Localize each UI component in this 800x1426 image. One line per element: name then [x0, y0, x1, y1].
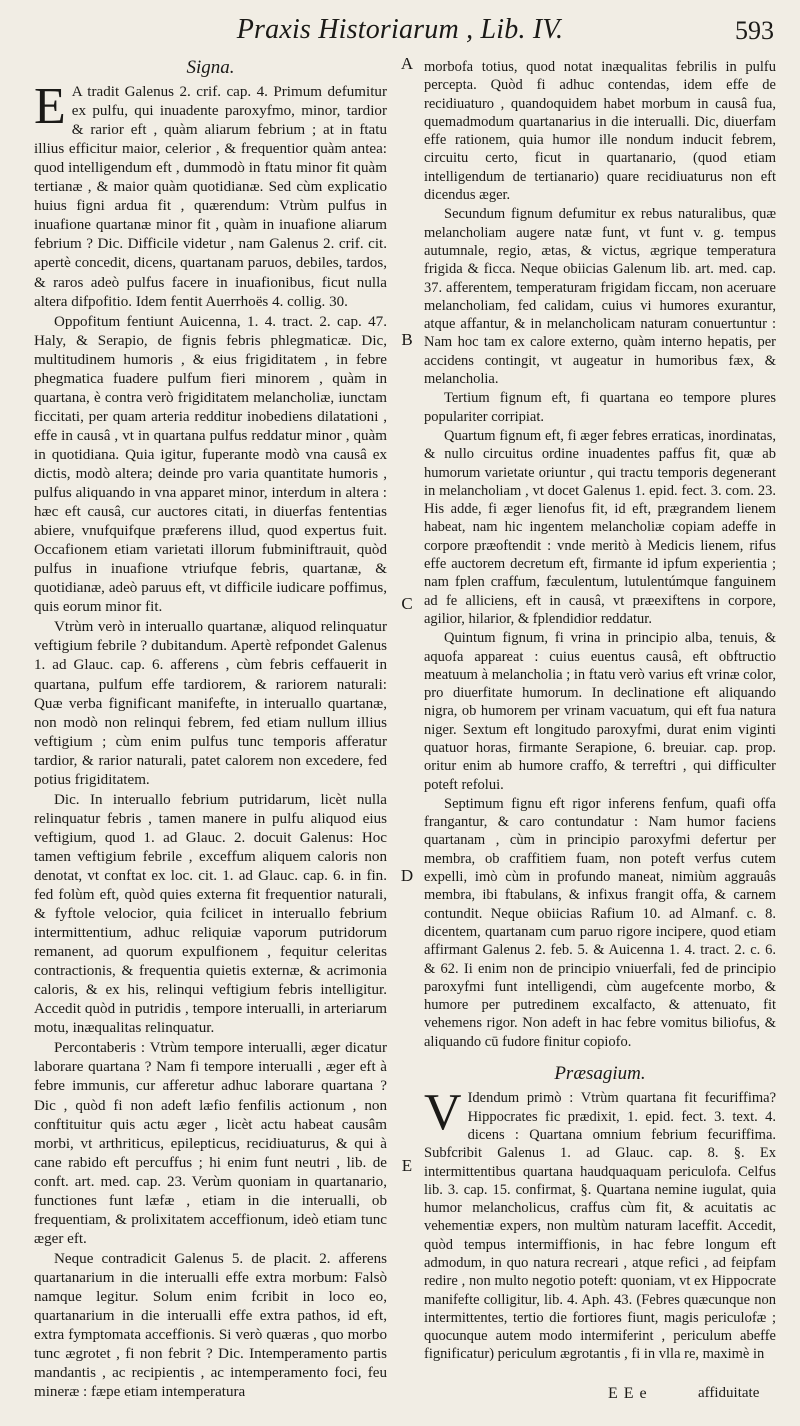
right-paragraph-6: Septimum fignu eft rigor inferens fenfum, quafi offa frangantur, & caro contundatur : Nam humor faciens quartanam , cùm in principio paroxyfmi defertur per membra, ob craffitiem fuam, non poteft verfus cutem expelli, imò cùm in profundo maneat, nimiùm aggrauâs membra, ibi ftabulans, & infixus frangit offa, & carnem contundit. Neque obiicias Rafium 10. ad Almanf. c. 8. dicentem, quartanam cum paruo rigore incipere, quod etiam affirmant Galenus 2. feb. 5. & Auicenna 1. 4. tract. 2. c. 6. & 62. Ii enim non de principio vniuerfali, fed de principio paroxyfmi funt intelligendi, cùm augefcente morbo, & humore per putredinem excalfacto, & attenuato, fit vehemens rigor. Non adeft in hac febre vomitus biliofus, & aliquando cū fudore finitur copiofo.	[424, 795, 776, 1050]
right-column	[424, 58, 776, 1408]
running-head: Praxis Historiarum , Lib. IV.	[236, 14, 564, 45]
drop-cap-e: E	[34, 78, 66, 136]
margin-letter-e: E	[401, 1156, 413, 1175]
section-heading-signa: Signa.	[186, 57, 235, 78]
margin-letter-d: D	[400, 866, 414, 885]
left-paragraph-2: Oppofitum fentiunt Auicenna, 1. 4. tract. 2. cap. 47. Haly, & Serapio, de fignis febris phlegmaticæ. Dic, multitudinem humoris , & eius frigiditatem , in febre phegmatica fuadere pulfum fieri minorem , quàm in quartana, è contra verò frigiditatem melancholiæ, iunctam ficcitati, per quam arteria redditur inobediens dilatationi , effe in causâ , vt in quartana pulfus reddatur minor , quàm in quotidiana. Quia igitur, fuperante modò vna causâ ex dictis, modò altera; deinde pro varia quantitate humoris , pulfus aliquando in vna apparet minor, interdum in altera : hæc eft causâ, cur auctores citati, in diuerfas fententias abiere, vnufquifque præferens illud, quod expertus fuit. Occafionem etiam varietati illorum fubminiftrauit, quòd pulfus in inuafione vtriufque febris, quartanæ, & quotidianæ, adeò paruus eft, vt difficile iudicare poffimus, quis eorum minor fit.	[34, 313, 387, 616]
left-paragraph-4: Dic. In interuallo febrium putridarum, licèt nulla relinquatur febris , tamen manere in pulfu aliquod eius veftigium, quod 1. ad Glauc. 2. docuit Galenus: Hoc tamen veftigium febrile , exceffum aliquem caloris non denotat, vt conftat ex loc. cit. 1. ad Glauc. cap. 6. in fin. fed folùm eft, quòd quies externa fit frequentior naturali, & fyftole velocior, quia fcilicet in interuallo febrium intermittentium, adhuc reliquiæ vaporum putridorum remanent, ad quorum expulfionem , fequitur celeritas contractionis, & frequentia quietis externæ, & acrimonia caloris, & ex his, relinqui veftigium febris intelligitur. Accedit quòd in putridis , tempore interualli, in arteriarum motu, inæqualitas relinquatur.	[34, 791, 387, 1037]
right-paragraph-7	[424, 1084, 776, 1363]
section-heading-praesagium: Præsagium.	[554, 1063, 646, 1085]
left-paragraph-5: Percontaberis : Vtrùm tempore interualli, æger dicatur laborare quartana ? Nam fi tempore interualli , æger eft à febre immunis, cur afferetur adhuc laborare quartana ? Dic , quòd fi non adeft læfio fenfilis actionum , non conftituitur quis actu æger , licèt actu habeat causâm morbi, vt arthriticus, epilepticus, recidiuaturus, & qui à cane rabido eft percuffus ; hi enim funt neutri , lib. de conft. art. med. cap. 23. Verùm quoniam in quartanario, functiones funt læfæ , etiam in die interualli, ob frequentiam, & prolixitatem acceffionum, ideò etiam tunc æger eft.	[34, 1040, 387, 1247]
left-paragraph-3: Vtrùm verò in interuallo quartanæ, aliquod relinquatur veftigium febrile ? dubitandum. Apertè refpondet Galenus 1. ad Glauc. cap. 6. afferens , cùm febris ceffauerit in quartana, pulfum effe tardiorem, & rariorem naturali: Quæ verba fignificant manifefte, in interuallo quartanæ, non modò non relinqui febrem, fed etiam nullum illius veftigium ; cùm enim pulfus tunc temporis afferatur tardior, & rarior naturali, patet calorem non excedere, fed potius frigiditatem.	[34, 619, 387, 788]
margin-letter-c: C	[401, 594, 413, 613]
left-paragraph-1	[34, 78, 387, 312]
left-column	[34, 58, 387, 1408]
margin-letters	[396, 0, 418, 1426]
right-paragraph-1: morbofa totius, quod notat inæqualitas febrilis in pulfu percepta. Quòd fi adhuc contendas, idem effe de recidiuaturo , quandoquidem habet morbum in causâ fua, quemadmodum quartanarius in die interualli. Dic, diuerfam effe rationem, quia humor ille nondum inducit febrem, circuitu certo, ficut in quartanario, (quod etiam intelligendum de tertianario) quare recidiuaturus non eft dicendus æger.	[424, 59, 776, 204]
page-number: 593	[735, 16, 774, 45]
right-paragraph-3: Tertium fignum eft, fi quartana eo tempore plures populariter corripiat.	[424, 390, 776, 425]
margin-letter-a: A	[400, 54, 414, 73]
right-paragraph-4: Quartum fignum eft, fi æger febres erraticas, inordinatas, & nullo circuitus ordine inuadentes paffus fit, quæ ab humorum varietate oriuntur , qui tractu temporis degenerant in melancholiam , vt docet Galenus 1. epid. fect. 3. com. 23. His adde, fi æger lienofus fit, id eft, prægrandem lienem habeat, nam hic ingentem melancholiæ copiam adeffe in corpore præoftendit : vnde meritò à Medicis lienem, rifus effe auctorem decretum eft, firmante id ipfum experientia ; nam fplen craffum, fæculentum, lutulentúmque fanguinem ad fe alliciens, eft in causâ, vt præexiftens in corpore, agilior, hilarior, & fplendidior reddatur.	[424, 427, 776, 627]
signature-mark: E E e	[608, 1385, 648, 1402]
margin-letter-b: B	[401, 330, 413, 349]
left-paragraph-1-text: A tradit Galenus 2. crif. cap. 4. Primum defumitur ex pulfu, qui inuadente paroxyfmo, minor, tardior & rarior eft , quàm aliarum febrium ; at in ftatu illius efficitur maior, celerior , & frequentior quàm antea: quod intelligendum eft , dummodò in ftatu minor fit quàm tertianæ , & maior quàm quotidianæ. Sed cùm explicatio huius figni ardua fit , quærendum: Vtrùm pulfus in inuafione quartanæ minor fit , quàm in inuafione aliarum febrium ? Dic. Difficile videtur , nam Galenus 2. crif. cit. apertè concedit, dicens, quartanam paruos, debiles, tardos, & raros adeò pulfus facere in inuafionibus, ficut nulla altera difpofitio. Idem fentit Auerrhoës 4. collig. 30.	[34, 84, 387, 310]
right-paragraph-2: Secundum fignum defumitur ex rebus naturalibus, quæ melancholiam augere natæ funt, vt funt v. g. tempus autumnale, regio, ætas, & victus, ægrique temperatura frigida & ficca. Neque obiicias Galenum lib. art. med. cap. 37. afferentem, temperaturam frigidam ficcam, non aceruare melancholiam, fed calidam, cuius vi humores exurantur, atque affantur, & in melancholicam naturam conuertuntur : Nam hoc tam ex calore externo, quàm interno hepatis, per accidens contingit, vt augeatur in humoribus fæx, & melancholia.	[424, 206, 776, 388]
left-paragraph-6: Neque contradicit Galenus 5. de placit. 2. afferens quartanarium in die interualli effe extra morbum: Falsò namque legitur. Solum enim fcribit in loco eo, quartanarium in die interualli effe extra pathos, id eft, extra fymptomata acceffionis. Si verò quæras , quo morbo tunc ægrotet , fi non febrit ? Dic. Intemperamento partis mandantis , ac recipientis , ac intemperamento foci, feu mineræ : fæpe etiam intemperatura	[34, 1250, 387, 1401]
right-paragraph-5: Quintum fignum, fi vrina in principio alba, tenuis, & aquofa appareat : cuius euentus causâ, eft obftructio meatuum à melancholia ; in ftatu verò varius eft vrinæ color, pro diuerfitate humorum. In declinatione eft aliquando nigra, ob humorem per vrinam vacuatum, qui eft fua natura niger. Sextum eft longitudo paroxyfmi, durat enim viginti quatuor horas, firmante Serapione, 6. breuiar. cap. prop. oritur enim ab humore craffo, & terreftri , qui difficulter poteft refolui.	[424, 630, 776, 793]
drop-cap-v: V	[424, 1084, 462, 1142]
catchword: affiduitate	[698, 1385, 760, 1401]
right-paragraph-7-text: Idendum primò : Vtrùm quartana fit fecuriffima? Hippocrates fic prædixit, 1. epid. fect. 3. text. 4. dicens : Quartana omnium febrium fecuriffima. Subfcribit Galenus 1. ad Glauc. cap. 8. §. Ex intermittentibus quartana haudquaquam periculofa. Celfus lib. 3. cap. 15. confirmat, §. Quartana nemine iugulat, quia humor melancholicus, craffus cùm fit, & acuitatis ac vehementiæ expers, non multùm naturam laceffit. Accedit, quòd tempus intermiffionis, in hac febre longum eft admodum, in quo natura recreari , atque refici , ad feipfam redire , non multo negotio poteft: quoniam, vt ex Hippocrate manifefte colligitur, lib. 4. Aph. 43. (Febres quæcunque non intermittentes, tertio die fortiores fiunt, magis periculofæ ; quocunque autem modo intermiferint , periculum abeffe fignificatur) periculum ægrotantis , fi in vlla re, maximè in	[424, 1090, 776, 1363]
